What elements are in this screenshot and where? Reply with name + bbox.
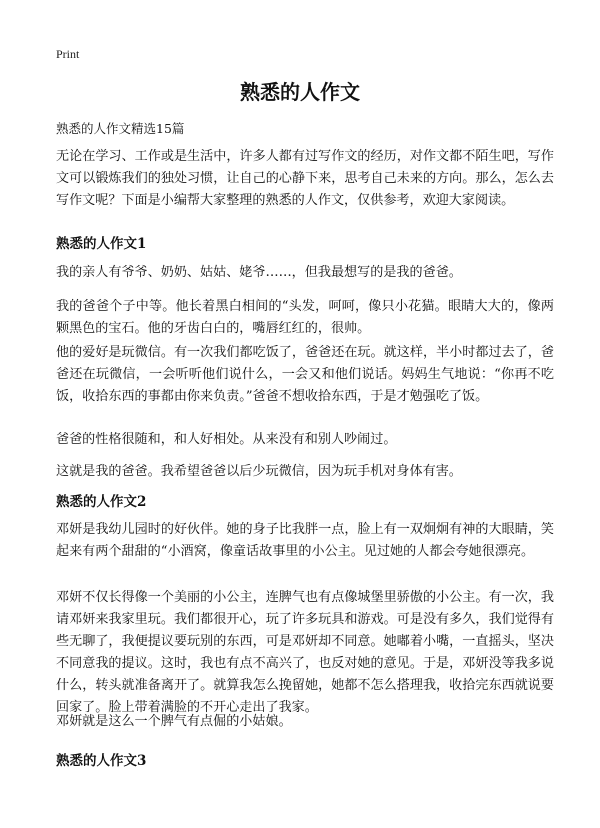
section-1-paragraph-3: 他的爱好是玩微信。有一次我们都吃饭了，爸爸还在玩。就这样，半小时都过去了，爸爸还在玩微信，一会听听他们说什么，一会又和他们说话。妈妈生气地说：“你再不吃饭，收拾东西的事都由你来负责。”爸爸不想收拾东西，于是才勉强吃了饭。	[56, 345, 554, 404]
section-heading-3: 熟悉的人作文3	[56, 753, 147, 769]
section-2-paragraph-1: 邓妍是我幼儿园时的好伙伴。她的身子比我胖一点，脸上有一双炯炯有神的大眼睛，笑起来有两个甜甜的“小酒窝，像童话故事里的小公主。见过她的人都会夸她很漂亮。	[56, 522, 554, 559]
section-2-paragraph-2: 邓妍不仅长得像一个美丽的小公主，连脾气也有点像城堡里骄傲的小公主。有一次，我请邓妍来我家里玩。我们都很开心，玩了许多玩具和游戏。可是没有多久，我们觉得有些无聊了，我便提议要玩别的东西，可是邓妍却不同意。她嘟着小嘴，一直摇头，坚决不同意我的提议。这时，我也有点不高兴了，也反对她的意见。于是，邓妍没等我多说什么，转头就准备离开了。就算我怎么挽留她，她都不怎么搭理我，收拾完东西就说要回家了。脸上带着满脸的不开心走出了我家。	[56, 590, 554, 715]
document-subtitle: 熟悉的人作文精选15篇	[56, 121, 185, 136]
section-2-paragraph-3: 邓妍就是这么一个脾气有点倔的小姑娘。	[56, 714, 292, 729]
section-heading-1: 熟悉的人作文1	[56, 236, 147, 252]
section-1-paragraph-1: 我的亲人有爷爷、奶奶、姑姑、姥爷……，但我最想写的是我的爸爸。	[56, 265, 462, 280]
section-1-paragraph-5: 这就是我的爸爸。我希望爸爸以后少玩微信，因为玩手机对身体有害。	[56, 464, 462, 479]
intro-paragraph: 无论在学习、工作或是生活中，许多人都有过写作文的经历，对作文都不陌生吧，写作文可以锻炼我们的独处习惯，让自己的心静下来，思考自己未来的方向。那么，怎么去写作文呢？下面是小编帮大家整理的熟悉的人作文，仅供参考，欢迎大家阅读。	[56, 149, 554, 208]
section-heading-2: 熟悉的人作文2	[56, 494, 147, 510]
page-title: 熟悉的人作文	[240, 80, 360, 104]
section-1-paragraph-2: 我的爸爸个子中等。他长着黑白相间的“头发，呵呵，像只小花猫。眼睛大大的，像两颗黑色的宝石。他的牙齿白白的，嘴唇红红的，很帅。	[56, 299, 554, 336]
print-link[interactable]: Print	[56, 47, 80, 61]
section-1-paragraph-4: 爸爸的性格很随和，和人好相处。从来没有和别人吵闹过。	[56, 432, 397, 447]
